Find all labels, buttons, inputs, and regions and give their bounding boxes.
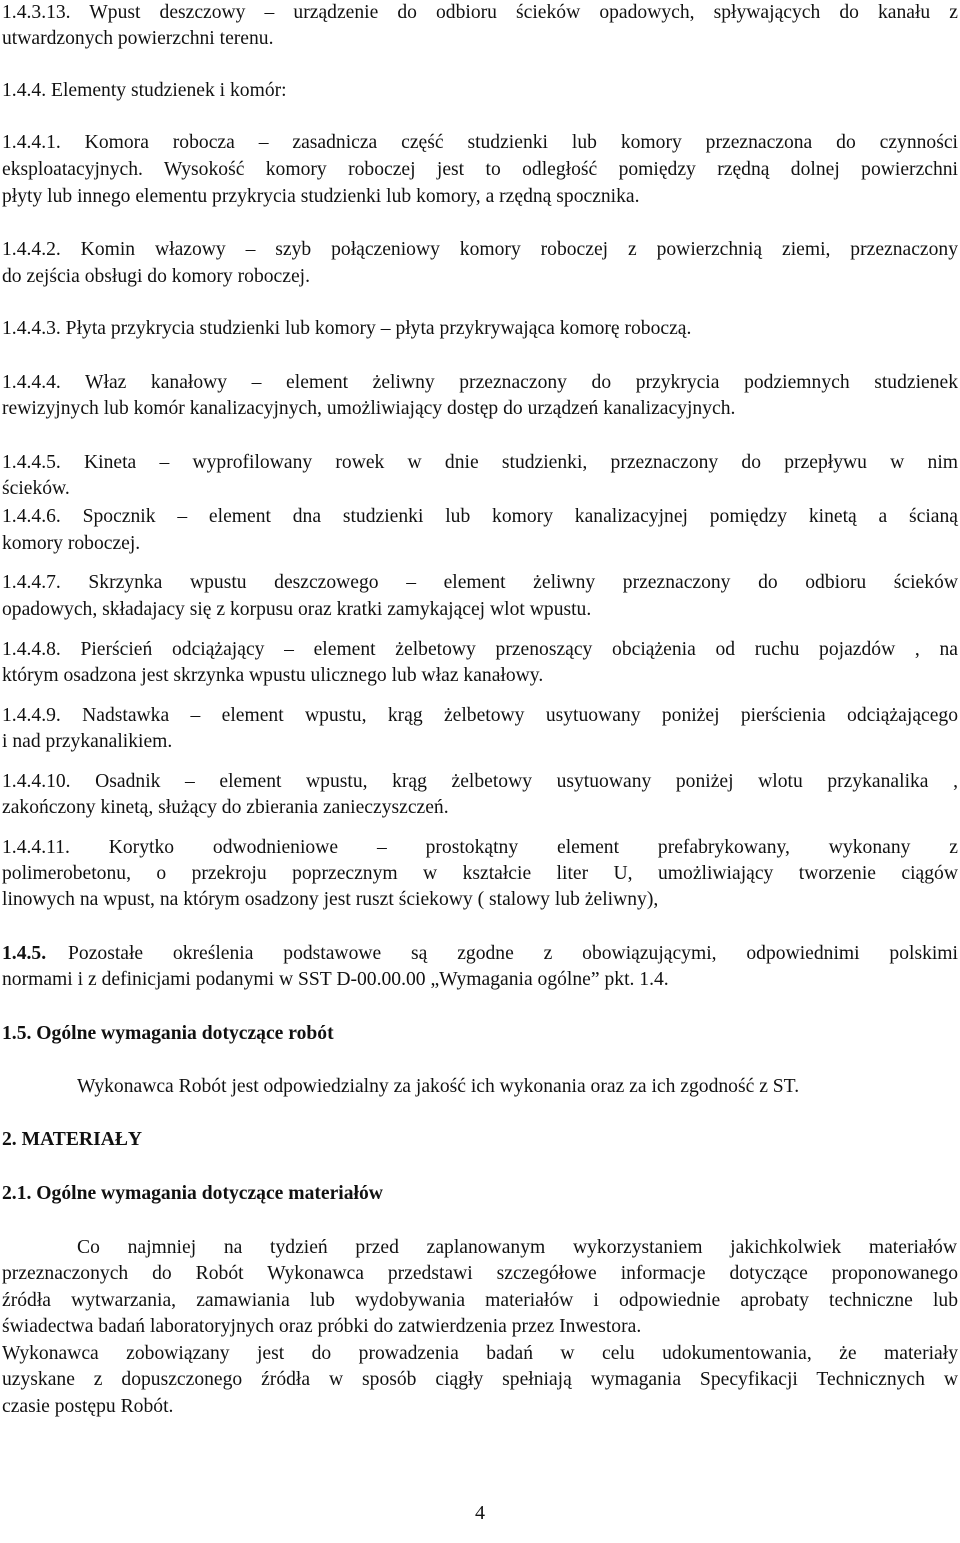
text-line: Wykonawca Robót jest odpowiedzialny za jakość ich wykonania oraz za ich zgodność z ST. [77, 1076, 800, 1097]
text-line: którym osadzona jest skrzynka wpustu ulicznego lub właz kanałowy. [2, 665, 544, 686]
text-line: czasie postępu Robót. [2, 1396, 174, 1417]
text-line: opadowych, składajacy się z korpusu oraz kratki zamykającej wlot wpustu. [2, 599, 592, 620]
text-line: świadectwa badań laboratoryjnych oraz próbki do zatwierdzenia przez Inwestora. [2, 1316, 642, 1337]
page-number: 4 [475, 1502, 485, 1524]
text-line: przeznaczonych do Robót Wykonawca przedstawi szczegółowe informacje dotyczące proponowanego [2, 1263, 958, 1284]
text-line: płyty lub innego elementu przykrycia studzienki lub komory, a rzędną spocznika. [2, 186, 640, 207]
text-line: normami i z definicjami podanymi w SST D-00.00.00 „Wymagania ogólne” pkt. 1.4. [2, 969, 669, 990]
text-line: utwardzonych powierzchni terenu. [2, 28, 274, 49]
text-line: 1.4.4.7. Skrzynka wpustu deszczowego – element żeliwny przeznaczony do odbioru ścieków [2, 572, 958, 593]
text-line: Wykonawca zobowiązany jest do prowadzenia badań w celu udokumentowania, że materiały [2, 1343, 958, 1364]
chapter-heading: 2. MATERIAŁY [2, 1129, 143, 1150]
text-line: 1.4.4.6. Spocznik – element dna studzienki lub komory kanalizacyjnej pomiędzy kinetą a ścianą [2, 506, 958, 527]
text-line: eksploatacyjnych. Wysokość komory roboczej jest to odległość pomiędzy rzędną dolnej powierzchni [2, 159, 958, 180]
text-line: do zejścia obsługi do komory roboczej. [2, 266, 310, 287]
text-line: 1.4.4.3. Płyta przykrycia studzienki lub komory – płyta przykrywająca komorę roboczą. [2, 318, 692, 339]
text-line: Co najmniej na tydzień przed zaplanowanym wykorzystaniem jakichkolwiek materiałów [77, 1237, 957, 1258]
text-line: Pozostałe określenia podstawowe są zgodne z obowiązującymi, odpowiednimi polskimi [68, 943, 958, 964]
text-line: komory roboczej. [2, 533, 141, 554]
text-line: zakończony kinetą, służący do zbierania zanieczyszczeń. [2, 797, 449, 818]
text-line: 1.4.3.13. Wpust deszczowy – urządzenie do odbioru ścieków opadowych, spływających do kanału z [2, 2, 958, 23]
text-line: i nad przykanalikiem. [2, 731, 173, 752]
text-line: polimerobetonu, o przekroju poprzecznym w kształcie liter U, umożliwiający tworzenie ciągów [2, 863, 958, 884]
section-heading: 1.4.4. Elementy studzienek i komór: [2, 80, 287, 101]
text-line: 1.4.4.5. Kineta – wyprofilowany rowek w dnie studzienki, przeznaczony do przepływu w nim [2, 452, 958, 473]
text-line: rewizyjnych lub komór kanalizacyjnych, umożliwiający dostęp do urządzeń kanalizacyjnych. [2, 398, 736, 419]
text-line: 1.4.4.8. Pierścień odciążający – element żelbetowy przenoszący obciążenia od ruchu pojazdów , na [2, 639, 958, 660]
text-line: 1.4.4.11. Korytko odwodnieniowe – prostokątny element prefabrykowany, wykonany z [2, 837, 958, 858]
text-line: 1.4.4.2. Komin włazowy – szyb połączeniowy komory roboczej z powierzchnią ziemi, przeznaczony [2, 239, 958, 260]
section-heading: 1.5. Ogólne wymagania dotyczące robót [2, 1023, 334, 1044]
text-line: ścieków. [2, 478, 70, 499]
text-line: linowych na wpust, na którym osadzony jest ruszt ściekowy ( stalowy lub żeliwny), [2, 889, 659, 910]
text-line: 1.4.4.9. Nadstawka – element wpustu, krąg żelbetowy usytuowany poniżej pierścienia odciążającego [2, 705, 958, 726]
text-line: 1.4.4.1. Komora robocza – zasadnicza część studzienki lub komory przeznaczona do czynności [2, 132, 958, 153]
text-line: 1.4.4.4. Właz kanałowy – element żeliwny przeznaczony do przykrycia podziemnych studzienek [2, 372, 958, 393]
section-number: 1.4.5. [2, 943, 47, 964]
text-line: źródła wytwarzania, zamawiania lub wydobywania materiałów i odpowiednie aprobaty techniczne lub [2, 1290, 958, 1311]
text-line: uzyskane z dopuszczonego źródła w sposób ciągły spełniają wymagania Specyfikacji Technicznych w [2, 1369, 958, 1390]
text-line: 1.4.4.10. Osadnik – element wpustu, krąg żelbetowy usytuowany poniżej wlotu przykanalika , [2, 771, 958, 792]
section-heading: 2.1. Ogólne wymagania dotyczące materiałów [2, 1183, 383, 1204]
